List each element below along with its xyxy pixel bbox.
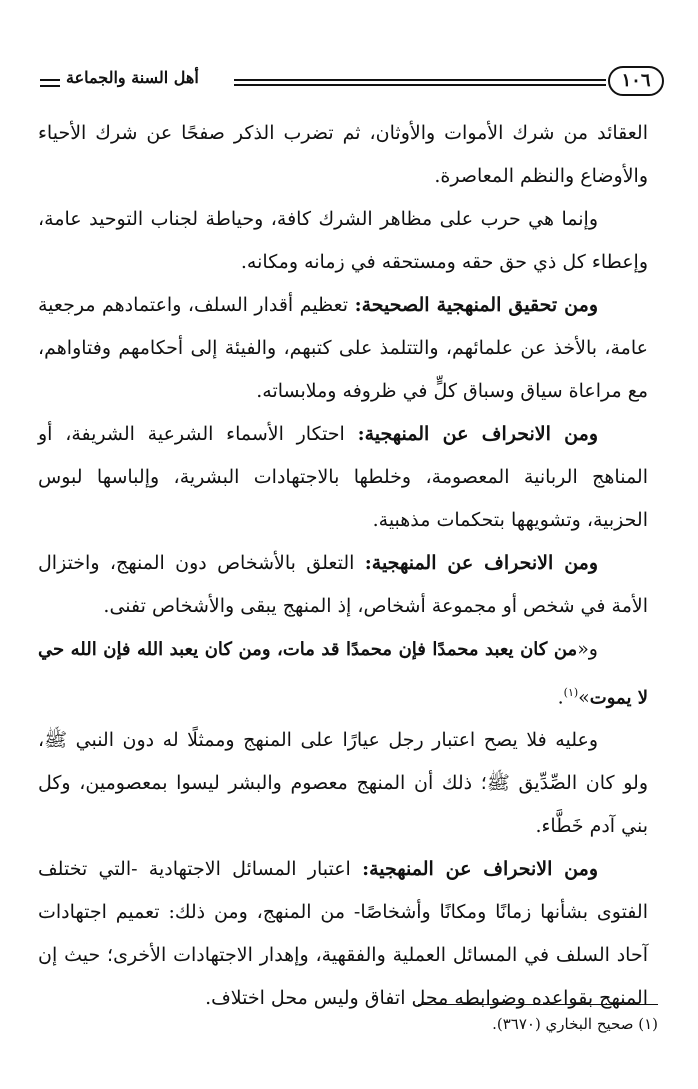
paragraph-text: تعظيم أقدار السلف، واعتمادهم مرجعية عامة، بالأخذ عن علمائهم، والتتلمذ على كتبهم، والفيئة إلى أحكامهم وفتاواهم، مع مراعاة سياق وسباق كلٍّ في ظروفه وملابساته. <box>38 294 648 402</box>
quote-paragraph <box>38 628 648 719</box>
quote-text: من كان يعبد محمدًا فإن محمدًا قد مات، ومن كان يعبد الله فإن الله حي لا يموت <box>38 639 648 709</box>
footnote: (١) صحيح البخاري (٣٦٧٠). <box>492 1015 658 1033</box>
paragraph-3 <box>38 284 648 413</box>
header-ornament-rule-left <box>40 79 60 87</box>
paragraph-5 <box>38 542 648 628</box>
quote-close: » <box>578 686 590 709</box>
paragraph-text: وإنما هي حرب على مظاهر الشرك كافة، وحياطة لجناب التوحيد عامة، وإعطاء كل ذي حق حقه ومستحقه في زمانه ومكانه. <box>38 208 648 273</box>
paragraph-text: احتكار الأسماء الشرعية الشريفة، أو المناهج الربانية المعصومة، وخلطها بالاجتهادات البشرية، وإلباسها لبوس الحزبية، وتشويهها بتحكمات مذهبية. <box>38 423 648 531</box>
paragraph-1 <box>38 112 648 198</box>
footnote-separator <box>418 1004 658 1005</box>
paragraph-text: العقائد من شرك الأموات والأوثان، ثم تضرب الذكر صفحًا عن شرك الأحياء والأوضاع والنظم المعاصرة. <box>38 122 648 187</box>
quote-open: و« <box>577 638 598 660</box>
paragraph-text: اعتبار المسائل الاجتهادية -التي تختلف الفتوى بشأنها زمانًا ومكانًا وأشخاصًا- من المنهج، ومن ذلك: تعميم اجتهادات آحاد السلف في المسائل العملية والفقهية، وإهدار الاجتهادات الأخرى؛ حيث إن المنهج بقواعده وضوابطه محل اتفاق وليس محل اختلاف. <box>38 858 648 1010</box>
paragraph-lead: ومن تحقيق المنهجية الصحيحة: <box>354 294 598 316</box>
header-title: أهل السنة والجماعة <box>66 68 199 87</box>
paragraph-text: التعلق بالأشخاص دون المنهج، واختزال الأمة في شخص أو مجموعة أشخاص، إذ المنهج يبقى والأشخاص تفنى. <box>38 552 648 617</box>
page-number: ١٠٦ <box>608 66 664 96</box>
paragraph-2 <box>38 198 648 284</box>
paragraph-text: وعليه فلا يصح اعتبار رجل عيارًا على المنهج وممثلًا له دون النبي ﷺ، ولو كان الصِّدِّيق ﷺ؛ ذلك أن المنهج معصوم والبشر ليسوا بمعصومين، وكل بني آدم خَطَّاء. <box>38 729 648 838</box>
paragraph-lead: ومن الانحراف عن المنهجية: <box>357 423 598 445</box>
paragraph-lead: ومن الانحراف عن المنهجية: <box>364 552 599 574</box>
paragraph-lead: ومن الانحراف عن المنهجية: <box>362 858 598 881</box>
footnote-marker: (١) <box>563 686 579 699</box>
paragraph-6 <box>38 719 648 848</box>
header-ornament-rule-main <box>234 79 606 86</box>
paragraph-4 <box>38 413 648 542</box>
page-body <box>38 112 648 1020</box>
running-header <box>36 66 664 106</box>
quote-end: . <box>557 686 564 709</box>
paragraph-7 <box>38 848 648 1020</box>
